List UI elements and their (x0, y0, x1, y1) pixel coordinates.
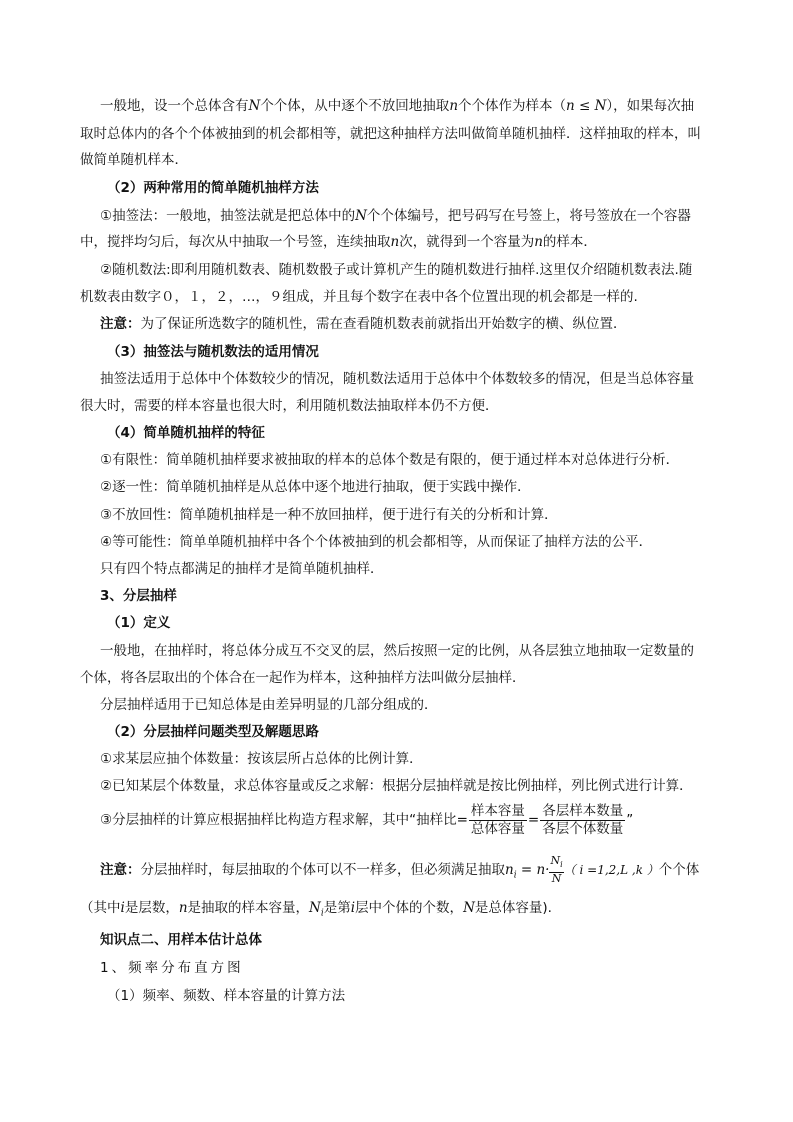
note-stratified-variables: （其中i是层数，n是抽取的样本容量，$N_i$是第i层中个体的个数，N是总体容量). (80, 900, 552, 919)
feature-summary: 只有四个特点都满足的抽样才是简单随机抽样． (100, 561, 384, 577)
feature-equal-probability: ④等可能性：简单单随机抽样中各个个体被抽到的机会都相等，从而保证了抽样方法的公平． (100, 534, 653, 550)
stratified-definition-line1: 一般地，在抽样时，将总体分成互不交叉的层，然后按照一定的比例，从各层独立地抽取一定数量的 (100, 643, 694, 659)
problem-type-2: ②已知某层个体数量，求总体容量或反之求解：根据分层抽样就是按比例抽样，列比例式进行计算． (100, 778, 693, 794)
feature-finiteness: ①有限性：简单随机抽样要求被抽取的样本的总体个数是有限的，便于通过样本对总体进行分析． (100, 452, 680, 468)
method-lottery-line1: ①抽签法：一般地，抽签法就是把总体中的N个个体编号，把号码写在号签上，将号签放在一个容器 (100, 208, 691, 224)
problem-type-3-sampling-ratio: ③分层抽样的计算应根据抽样比构造方程求解，其中“抽样比= $\frac{\text{样本容量}}{\text{总体容量}}$ = $\frac{\text{各层样本数量}}{\text{各层个体数量}}$ ” (100, 802, 634, 837)
note-stratified-allocation: 注意：分层抽样时，每层抽取的个体可以不一样多，但必须满足抽取$n_i = n\cdot$ $\frac{N_i}{N}$ （ i =1,2,L ,k ）个个体 (100, 854, 700, 885)
formula-ni: $n_i = n\cdot$ (505, 862, 550, 881)
problem-type-1: ①求某层应抽个体数量：按该层所占总体的比例计算． (100, 751, 423, 767)
heading-features: （4）简单随机抽样的特征 (107, 425, 265, 441)
section-stratified-sampling: 3、分层抽样 (100, 588, 177, 604)
method-random-number-line2: 机数表由数字０，１，２，…，９组成，并且每个数字在表中各个位置出现的机会都是一样的. (80, 289, 638, 305)
feature-without-replacement: ③不放回性：简单随机抽样是一种不放回抽样，便于进行有关的分析和计算． (100, 507, 558, 523)
heading-definition: （1）定义 (107, 615, 171, 631)
heading-problem-types: （2）分层抽样问题类型及解题思路 (107, 724, 319, 740)
fraction-sample-over-population: $\frac{\text{样本容量}}{\text{总体容量}}$ (470, 802, 525, 837)
paragraph-applicability-line1: 抽签法适用于总体中个体数较少的情况，随机数法适用于总体中个体数较多的情况，但是当总体容量 (100, 371, 694, 387)
heading-applicability: （3）抽签法与随机数法的适用情况 (107, 344, 319, 360)
paragraph-srs-definition-line3: 做简单随机样本． (80, 152, 188, 168)
note-random-table: 注意：为了保证所选数字的随机性，需在查看随机数表前就指出开始数字的横、纵位置． (100, 316, 627, 332)
paragraph-applicability-line2: 很大时，需要的样本容量也很大时，利用随机数法抽取样本仍不方便． (80, 398, 499, 414)
section-frequency-histogram: 1、频率分布直方图 (100, 960, 244, 976)
stratified-definition-line2: 个体，将各层取出的个体合在一起作为样本，这种抽样方法叫做分层抽样． (80, 670, 526, 686)
feature-one-by-one: ②逐一性：简单随机抽样是从总体中逐个地进行抽取，便于实践中操作． (100, 479, 531, 495)
fraction-Ni-over-N: $\frac{N_i}{N}$ (550, 854, 563, 885)
heading-frequency-calculation: （1）频率、频数、样本容量的计算方法 (107, 988, 346, 1004)
stratified-applicability: 分层抽样适用于已知总体是由差异明显的几部分组成的． (100, 697, 438, 713)
heading-two-methods: （2）两种常用的简单随机抽样方法 (107, 180, 319, 196)
fraction-layer-sample-over-layer-size: $\frac{\text{各层样本数量}}{\text{各层个体数量}}$ (542, 802, 624, 837)
paragraph-srs-definition-line1: 一般地，设一个总体含有N个个体，从中逐个不放回地抽取n个个体作为样本（n ≤ N），如果每次抽 (100, 98, 695, 114)
paragraph-srs-definition-line2: 取时总体内的各个个体被抽到的机会都相等，就把这种抽样方法叫做简单随机抽样．这样抽取的样本，叫 (80, 126, 701, 142)
method-lottery-line2: 中，搅拌均匀后，每次从中抽取一个号签，连续抽取n次，就得到一个容量为n的样本． (80, 234, 597, 250)
knowledge-point-two: 知识点二、用样本估计总体 (100, 932, 262, 948)
method-random-number-line1: ②随机数法:即利用随机数表、随机数骰子或计算机产生的随机数进行抽样.这里仅介绍随机数表法.随 (100, 262, 693, 278)
